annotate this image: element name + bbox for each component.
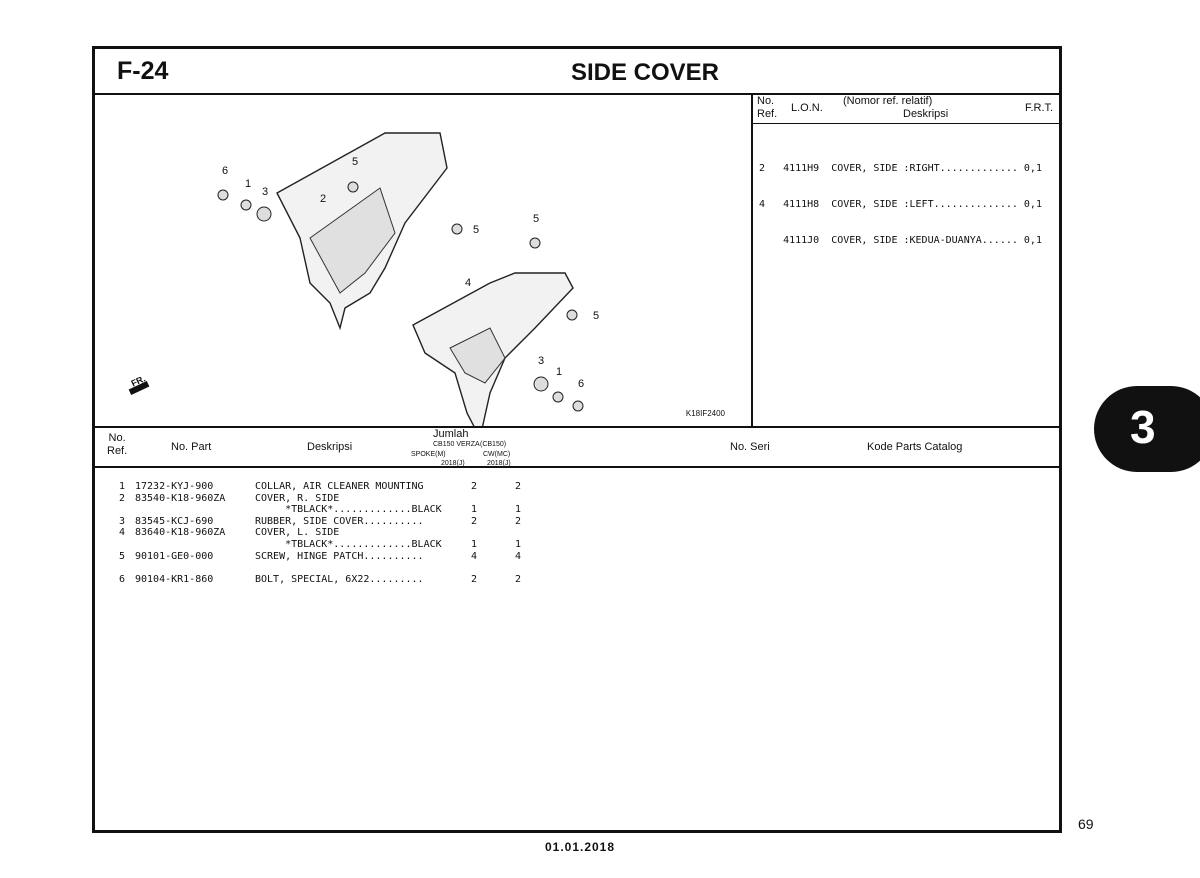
- row-description: COVER, L. SIDE: [255, 527, 340, 539]
- section-id: F-24: [117, 57, 169, 85]
- callout-label: 4: [465, 277, 472, 289]
- row-ref: 3: [118, 515, 125, 527]
- row-qty-a: 1: [470, 538, 478, 550]
- table-row: [113, 527, 543, 539]
- row-part-number: [125, 504, 255, 516]
- callout-label: 5: [533, 213, 540, 225]
- row-ref: 1: [118, 481, 125, 492]
- row-qty-b: 2: [514, 481, 522, 492]
- rubber-icon: [257, 207, 271, 221]
- alt-table-row: 2 4111H9 COVER, SIDE :RIGHT............. 0,1: [759, 163, 1042, 174]
- row-qty-b: 2: [514, 515, 522, 527]
- rubber-icon: [534, 377, 548, 391]
- screw-icon: [348, 182, 358, 192]
- footer-date: 01.01.2018: [544, 840, 616, 854]
- screw-icon: [452, 224, 462, 234]
- callout-label: 3: [538, 355, 545, 367]
- callout-label: 6: [578, 378, 585, 390]
- col-qty-model-a: CB150 VERZA: [433, 441, 480, 448]
- row-ref: 6: [118, 573, 125, 585]
- col-qty-year-b: 2018(J): [487, 460, 511, 467]
- row-qty-a: 2: [470, 515, 478, 527]
- col-qty-sub-b: CW(MC): [483, 451, 511, 458]
- row-qty-a: [455, 562, 493, 574]
- col-part: No. Part: [171, 441, 212, 453]
- table-row: [113, 562, 543, 574]
- col-qty-sub-a: SPOKE(M): [411, 451, 446, 458]
- parts-table-body: [113, 481, 543, 585]
- col-ref: No. Ref.: [107, 432, 128, 457]
- col-serial: No. Seri: [730, 441, 770, 453]
- row-qty-b: 2: [514, 573, 522, 585]
- row-part-number: 90104-KR1-860: [135, 573, 214, 585]
- table-row: [113, 516, 543, 528]
- row-part-number: [125, 539, 255, 551]
- row-qty-a: 2: [470, 481, 478, 492]
- bolt-icon: [218, 190, 228, 200]
- row-description: BOLT, SPECIAL, 6X22.........: [255, 573, 424, 585]
- col-nomor: (Nomor ref. relatif): [843, 95, 933, 107]
- row-description: COVER, R. SIDE: [255, 492, 340, 504]
- callout-label: 1: [245, 178, 252, 190]
- row-ref: 5: [118, 550, 125, 562]
- col-desc: Deskripsi: [903, 108, 949, 120]
- row-ref: [113, 504, 125, 516]
- col-lon: L.O.N.: [791, 102, 823, 114]
- row-ref: [113, 539, 125, 551]
- col-frt: F.R.T.: [1025, 102, 1054, 114]
- row-qty-a: 2: [470, 573, 478, 585]
- exploded-diagram: [95, 93, 753, 426]
- page-number: 69: [1078, 816, 1094, 832]
- alt-table-header: [751, 93, 1062, 124]
- collar-icon: [241, 200, 251, 210]
- screw-icon: [567, 310, 577, 320]
- alt-table-rows: [759, 139, 1042, 271]
- col-desc: Deskripsi: [307, 441, 353, 453]
- callout-label: 5: [352, 156, 359, 168]
- callout-label: 1: [556, 366, 563, 378]
- row-description: *TBLACK*.............BLACK: [255, 504, 442, 516]
- row-ref: 2: [118, 492, 125, 504]
- row-description: [255, 562, 455, 574]
- chapter-tab: [1094, 386, 1200, 472]
- table-row: [113, 551, 543, 563]
- page-frame: [92, 46, 1062, 833]
- alt-table-row: 4111J0 COVER, SIDE :KEDUA-DUANYA...... 0,1: [759, 235, 1042, 246]
- row-part-number: 83545-KCJ-690: [135, 515, 214, 527]
- collar-icon: [553, 392, 563, 402]
- row-ref: [113, 562, 125, 574]
- row-description: RUBBER, SIDE COVER..........: [255, 515, 424, 527]
- callout-label: 6: [222, 165, 229, 177]
- row-description: SCREW, HINGE PATCH..........: [255, 550, 424, 562]
- callout-label: 5: [593, 310, 600, 322]
- table-row: [113, 574, 543, 586]
- col-catalog: Kode Parts Catalog: [867, 441, 963, 453]
- row-part-number: 17232-KYJ-900: [135, 481, 214, 492]
- col-qty-year-a: 2018(J): [441, 460, 465, 467]
- col-qty-model-b: (CB150): [480, 441, 507, 448]
- callout-label: 3: [262, 186, 269, 198]
- table-row: [113, 504, 543, 516]
- row-description: COLLAR, AIR CLEANER MOUNTING: [255, 481, 424, 492]
- page-title: SIDE COVER: [570, 59, 720, 86]
- col-ref: No. Ref.: [757, 95, 778, 120]
- row-part-number: [125, 562, 255, 574]
- parts-table-header: [95, 426, 1059, 468]
- row-qty-b: 4: [514, 550, 522, 562]
- row-part-number: 83640-K18-960ZA: [135, 527, 226, 539]
- screw-icon: [530, 238, 540, 248]
- callout-label: 2: [320, 193, 327, 205]
- row-qty-b: [493, 527, 543, 539]
- row-qty-b: 1: [514, 538, 522, 550]
- page-header: [95, 49, 1059, 95]
- row-qty-b: [493, 562, 543, 574]
- row-ref: 4: [118, 527, 125, 539]
- chapter-number: 3: [1130, 401, 1156, 453]
- diagram-illustration: [95, 93, 749, 426]
- row-description: *TBLACK*.............BLACK: [255, 538, 442, 550]
- row-part-number: 90101-GE0-000: [135, 550, 214, 562]
- row-qty-a: [455, 493, 493, 505]
- callout-label: 5: [473, 224, 480, 236]
- row-qty-b: [493, 493, 543, 505]
- front-direction-label: FR.: [129, 373, 147, 389]
- row-qty-a: [455, 527, 493, 539]
- table-row: [113, 481, 543, 493]
- row-qty-a: 1: [470, 504, 478, 516]
- col-qty: Jumlah: [433, 428, 469, 440]
- table-row: [113, 493, 543, 505]
- diagram-code: K18IF2400: [685, 409, 725, 418]
- alt-table-row: 4 4111H8 COVER, SIDE :LEFT.............. 0,1: [759, 199, 1042, 210]
- bolt-icon: [573, 401, 583, 411]
- row-qty-b: 1: [514, 504, 522, 516]
- row-qty-a: 4: [470, 550, 478, 562]
- table-row: [113, 539, 543, 551]
- row-part-number: 83540-K18-960ZA: [135, 492, 226, 504]
